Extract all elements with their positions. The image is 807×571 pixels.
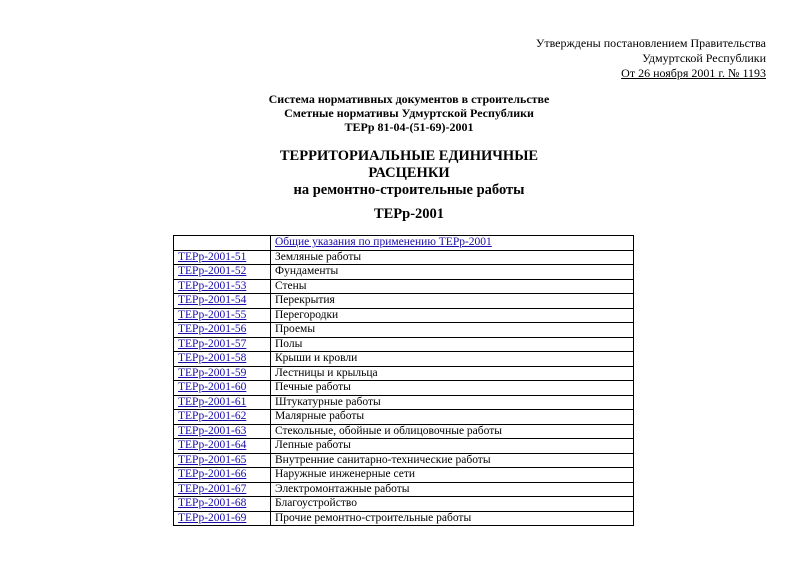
table-row <box>174 308 634 323</box>
section-name-cell: Лепные работы <box>271 439 634 454</box>
section-code-link[interactable]: ТЕРр-2001-53 <box>178 279 247 292</box>
section-name-cell: Малярные работы <box>271 410 634 425</box>
table-row <box>174 468 634 483</box>
code-cell <box>174 381 271 396</box>
section-code-link[interactable]: ТЕРр-2001-51 <box>178 250 247 263</box>
code-cell <box>174 482 271 497</box>
code-cell <box>174 511 271 526</box>
table-row <box>174 410 634 425</box>
section-name-cell: Лестницы и крыльца <box>271 366 634 381</box>
section-name-cell: Печные работы <box>271 381 634 396</box>
table-row <box>174 250 634 265</box>
section-name-cell: Прочие ремонтно-строительные работы <box>271 511 634 526</box>
code-cell <box>174 453 271 468</box>
approval-block <box>536 36 766 81</box>
title-line-2: РАСЦЕНКИ <box>368 165 450 181</box>
section-name-cell: Электромонтажные работы <box>271 482 634 497</box>
general-instructions-link[interactable]: Общие указания по применению ТЕРр-2001 <box>275 236 492 249</box>
code-cell <box>174 337 271 352</box>
section-code-link[interactable]: ТЕРр-2001-61 <box>178 395 247 408</box>
code-cell <box>174 279 271 294</box>
code-cell <box>174 395 271 410</box>
section-name-cell: Крыши и кровли <box>271 352 634 367</box>
section-name-cell: Наружные инженерные сети <box>271 468 634 483</box>
code-cell <box>174 308 271 323</box>
table-row <box>174 323 634 338</box>
section-code-link[interactable]: ТЕРр-2001-69 <box>178 511 247 524</box>
code-cell <box>174 439 271 454</box>
table-header-row <box>174 236 634 251</box>
document-code: ТЕРр-2001 <box>373 206 445 222</box>
code-cell <box>174 497 271 512</box>
approval-line-1: Утверждены постановлением Правительства <box>535 36 766 50</box>
section-code-link[interactable]: ТЕРр-2001-56 <box>178 323 247 336</box>
table-row <box>174 381 634 396</box>
table-row <box>174 482 634 497</box>
section-code-link[interactable]: ТЕРр-2001-60 <box>178 381 247 394</box>
section-name-cell: Проемы <box>271 323 634 338</box>
code-cell <box>174 250 271 265</box>
section-code-link[interactable]: ТЕРр-2001-58 <box>178 352 247 365</box>
system-line-1: Система нормативных документов в строительстве <box>268 92 550 106</box>
section-code-link[interactable]: ТЕРр-2001-65 <box>178 453 247 466</box>
code-cell <box>174 366 271 381</box>
section-name-cell: Внутренние санитарно-технические работы <box>271 453 634 468</box>
section-code-link[interactable]: ТЕРр-2001-55 <box>178 308 247 321</box>
code-cell <box>174 294 271 309</box>
section-name-cell: Штукатурные работы <box>271 395 634 410</box>
section-code-link[interactable]: ТЕРр-2001-67 <box>178 482 247 495</box>
header-empty-cell <box>174 236 271 251</box>
table-row <box>174 279 634 294</box>
section-code-link[interactable]: ТЕРр-2001-54 <box>178 294 247 307</box>
table-row <box>174 265 634 280</box>
header-link-cell <box>271 236 634 251</box>
code-cell <box>174 410 271 425</box>
table-row <box>174 497 634 512</box>
section-name-cell: Стекольные, обойные и облицовочные работы <box>271 424 634 439</box>
section-name-cell: Благоустройство <box>271 497 634 512</box>
table-row <box>174 424 634 439</box>
section-name-cell: Полы <box>271 337 634 352</box>
approval-line-3: От 26 ноября 2001 г. № 1193 <box>621 66 766 80</box>
section-code-link[interactable]: ТЕРр-2001-59 <box>178 366 247 379</box>
section-name-cell: Фундаменты <box>271 265 634 280</box>
table-row <box>174 511 634 526</box>
section-code-link[interactable]: ТЕРр-2001-57 <box>178 337 247 350</box>
section-name-cell: Стены <box>271 279 634 294</box>
system-line-2: Сметные нормативы Удмуртской Республики <box>284 106 534 120</box>
contents-table <box>173 235 634 526</box>
section-name-cell: Перегородки <box>271 308 634 323</box>
section-name-cell: Земляные работы <box>271 250 634 265</box>
document-title <box>0 148 807 199</box>
table-row <box>174 395 634 410</box>
table-row <box>174 453 634 468</box>
table-row <box>174 352 634 367</box>
section-code-link[interactable]: ТЕРр-2001-64 <box>178 439 247 452</box>
table-row <box>174 337 634 352</box>
section-code-link[interactable]: ТЕРр-2001-68 <box>178 497 247 510</box>
system-heading <box>0 92 807 134</box>
section-code-link[interactable]: ТЕРр-2001-62 <box>178 410 247 423</box>
table-row <box>174 366 634 381</box>
code-cell <box>174 323 271 338</box>
section-code-link[interactable]: ТЕРр-2001-52 <box>178 265 247 278</box>
table-row <box>174 439 634 454</box>
table-row <box>174 294 634 309</box>
section-code-link[interactable]: ТЕРр-2001-63 <box>178 424 247 437</box>
code-cell <box>174 352 271 367</box>
title-line-3: на ремонтно-строительные работы <box>293 182 525 198</box>
section-code-link[interactable]: ТЕРр-2001-66 <box>178 468 247 481</box>
code-cell <box>174 265 271 280</box>
system-line-3: ТЕРр 81-04-(51-69)-2001 <box>344 120 474 134</box>
title-line-1: ТЕРРИТОРИАЛЬНЫЕ ЕДИНИЧНЫЕ <box>279 148 539 164</box>
section-name-cell: Перекрытия <box>271 294 634 309</box>
code-cell <box>174 468 271 483</box>
code-cell <box>174 424 271 439</box>
approval-line-2: Удмуртской Республики <box>642 51 766 65</box>
